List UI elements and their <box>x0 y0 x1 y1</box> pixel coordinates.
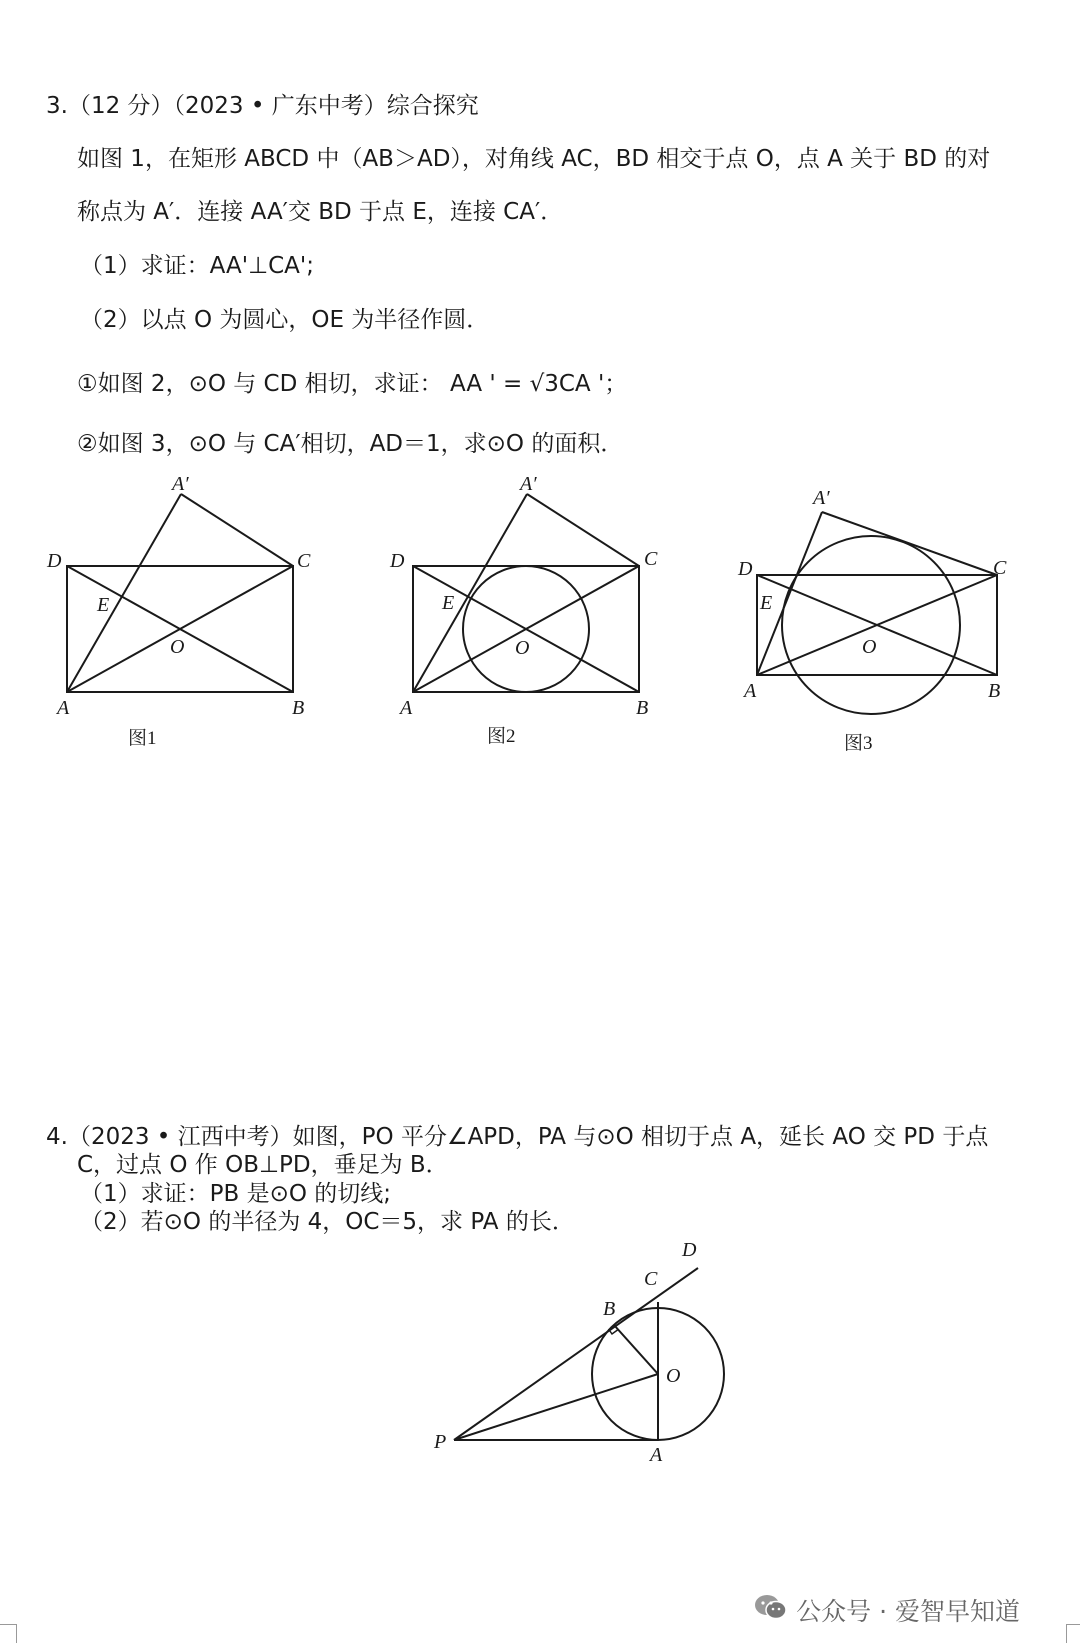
segment-ca-prime <box>822 512 997 575</box>
q3-part1: （1）求证：AA'⊥CA'; <box>80 253 314 279</box>
label-e: E <box>760 592 773 614</box>
figure-caption: 图3 <box>844 733 873 754</box>
q4-line1: 4.（2023 • 江西中考）如图，PO 平分∠APD，PA 与⊙O 相切于点 A，延长 AO 交 PD 于点 <box>46 1124 989 1150</box>
q3-figure-2 <box>386 470 686 760</box>
segment-aa-prime <box>67 494 181 692</box>
label-p: P <box>434 1431 447 1453</box>
watermark-text: 公众号 · 爱智早知道 <box>796 1597 1020 1626</box>
label-a-prime: A′ <box>172 473 189 495</box>
q4-part2: （2）若⊙O 的半径为 4，OC＝5，求 PA 的长． <box>80 1209 575 1235</box>
label-a: A <box>650 1444 663 1466</box>
wechat-icon <box>754 1593 788 1627</box>
page-corner-mark-left <box>0 1624 17 1643</box>
label-a: A <box>400 697 413 719</box>
label-o: O <box>515 637 530 659</box>
label-e: E <box>97 594 110 616</box>
right-angle-mark <box>609 1329 618 1334</box>
label-b: B <box>292 697 305 719</box>
figure-caption: 图2 <box>487 726 516 747</box>
q3-intro-line1: 如图 1，在矩形 ABCD 中（AB＞AD），对角线 AC，BD 相交于点 O，点 A 关于 BD 的对 <box>77 146 991 172</box>
label-c: C <box>993 557 1007 579</box>
label-d: D <box>390 550 405 572</box>
q3-sub1: ①如图 2，⊙O 与 CD 相切，求证： AA ' = √3CA '； <box>77 371 628 397</box>
watermark <box>754 1592 1020 1628</box>
q3-figure-1 <box>40 470 340 760</box>
circle-o <box>782 536 960 714</box>
q3-part2: （2）以点 O 为圆心，OE 为半径作圆． <box>80 307 490 333</box>
label-e: E <box>442 592 455 614</box>
q3-title: 3.（12 分）（2023 • 广东中考）综合探究 <box>46 93 479 119</box>
figure-caption: 图1 <box>128 728 157 749</box>
segment-ob <box>614 1325 658 1374</box>
label-a-prime: A′ <box>813 487 830 509</box>
label-d: D <box>47 550 62 572</box>
label-d: D <box>682 1239 697 1261</box>
label-o: O <box>862 636 877 658</box>
label-c: C <box>644 1268 658 1290</box>
q3-sub2: ②如图 3，⊙O 与 CA′相切，AD＝1，求⊙O 的面积． <box>77 431 624 457</box>
label-c: C <box>297 550 311 572</box>
q3-figure-3 <box>730 478 1030 768</box>
label-d: D <box>738 558 753 580</box>
label-o: O <box>170 636 185 658</box>
q3-intro-line2: 称点为 A′．连接 AA′交 BD 于点 E，连接 CA′． <box>77 199 564 225</box>
page-corner-mark-right <box>1066 1624 1080 1643</box>
label-a-prime: A′ <box>520 473 537 495</box>
ray-pd <box>454 1268 698 1440</box>
segment-aa-prime <box>413 494 530 692</box>
segment-ca-prime <box>181 494 293 566</box>
label-a: A <box>57 697 70 719</box>
q4-line2: C，过点 O 作 OB⊥PD，垂足为 B． <box>77 1152 449 1178</box>
label-c: C <box>644 548 658 570</box>
label-b: B <box>988 680 1001 702</box>
segment-po <box>454 1374 658 1440</box>
q4-part1: （1）求证：PB 是⊙O 的切线; <box>80 1181 392 1207</box>
label-o: O <box>666 1365 681 1387</box>
q4-figure <box>420 1228 740 1528</box>
label-a: A <box>744 680 757 702</box>
label-b: B <box>603 1298 616 1320</box>
segment-ca-prime <box>527 494 639 566</box>
label-b: B <box>636 697 649 719</box>
